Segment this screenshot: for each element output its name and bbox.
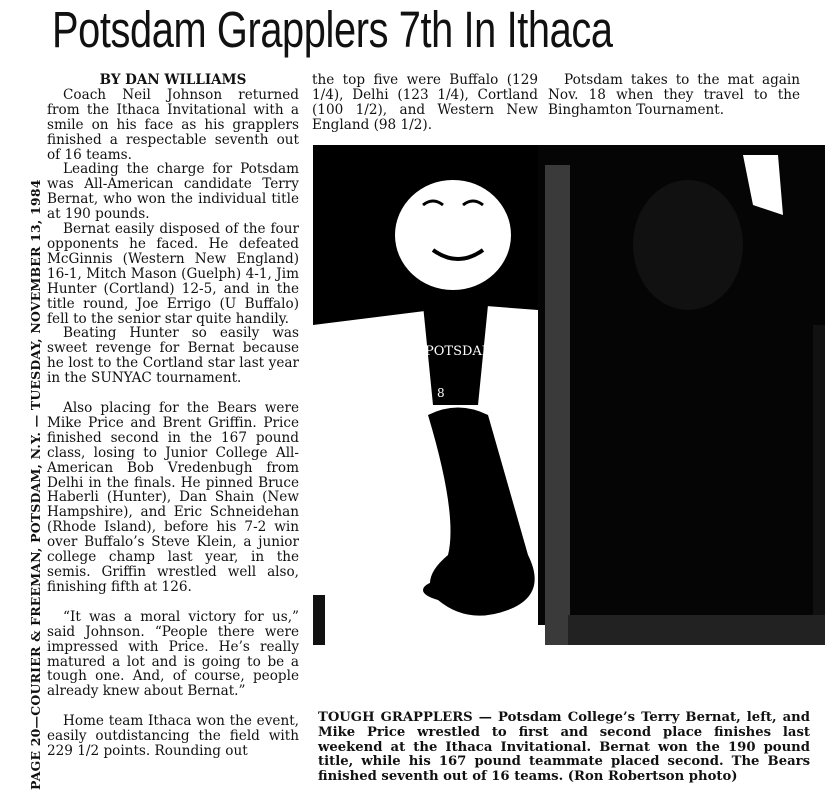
folio-text: PAGE 20—COURIER & FREEMAN, POTSDAM, N.Y. — TUESDAY, NOVEMBER 13, 1984 — [28, 179, 43, 790]
shirt-text: POTSDAM — [425, 344, 496, 359]
photo-image-icon — [313, 145, 825, 710]
page-folio — [2, 140, 43, 790]
paragraph: Also placing for the Bears were Mike Price and Brent Griffin. Price finished second in the 167 pound class, losing to Junior College All-American Bob Vredenbugh from Delhi in the finals. He pinned Bruce Haberli (Hunter), Dan Shain (New Hampshire), and Eric Schneidehan (Rhode Island), before his 7-2 win over Buffalo’s Steve Klein, a junior college champ last year, in the semis. Griffin wrestled well also, finishing fifth at 126. — [47, 400, 299, 595]
paragraph: “It was a moral victory for us,” said Johnson. “People there were impressed with Price. He’s really matured a lot and is going to be a tough one. And, of course, people already knew about Bernat.” — [47, 608, 299, 700]
paragraph: Home team Ithaca won the event, easily outdistancing the field with 229 1/2 points. Rounding out — [47, 713, 299, 760]
article-column-1 — [47, 73, 299, 759]
article-column-3 — [548, 73, 800, 118]
svg-text:8: 8 — [437, 386, 445, 400]
wrestlers-photo — [313, 145, 825, 710]
paragraph: Bernat easily disposed of the four opponents he faced. He defeated McGinnis (Western New England) 16-1, Mitch Mason (Guelph) 4-1, Jim Hunter (Cortland) 12-5, and in the title round, Joe Errigo (U Buffalo) fell to the senior star quite handily. — [47, 221, 299, 327]
paragraph: Beating Hunter so easily was sweet revenge for Bernat because he lost to the Cortland star last year in the SUNYAC tournament. — [47, 325, 299, 387]
photo-caption: TOUGH GRAPPLERS — Potsdam College’s Terry Bernat, left, and Mike Price wrestled to first and second place finishes last weekend at the Ithaca Invitational. Bernat won the 190 pound title, while his 167 pound teammate placed second. The Bears finished seventh out of 16 teams. (Ron Robertson photo) — [318, 710, 810, 785]
byline: BY DAN WILLIAMS — [99, 72, 247, 88]
paragraph: Leading the charge for Potsdam was All-American candidate Terry Bernat, who won the individual title at 190 pounds. — [47, 161, 299, 223]
paragraph: Potsdam takes to the mat again Nov. 18 when they travel to the Binghamton Tournament. — [548, 72, 800, 118]
headline: Potsdam Grapplers 7th In Ithaca — [52, 1, 613, 58]
paragraph: Coach Neil Johnson returned from the Ithaca Invitational with a smile on his face as his grapplers finished a respectable seventh out of 16 teams. — [47, 86, 299, 163]
article-column-2 — [312, 73, 538, 133]
paragraph: the top five were Buffalo (129 1/4), Delhi (123 1/4), Cortland (100 1/2), and Western New England (98 1/2). — [312, 72, 538, 133]
